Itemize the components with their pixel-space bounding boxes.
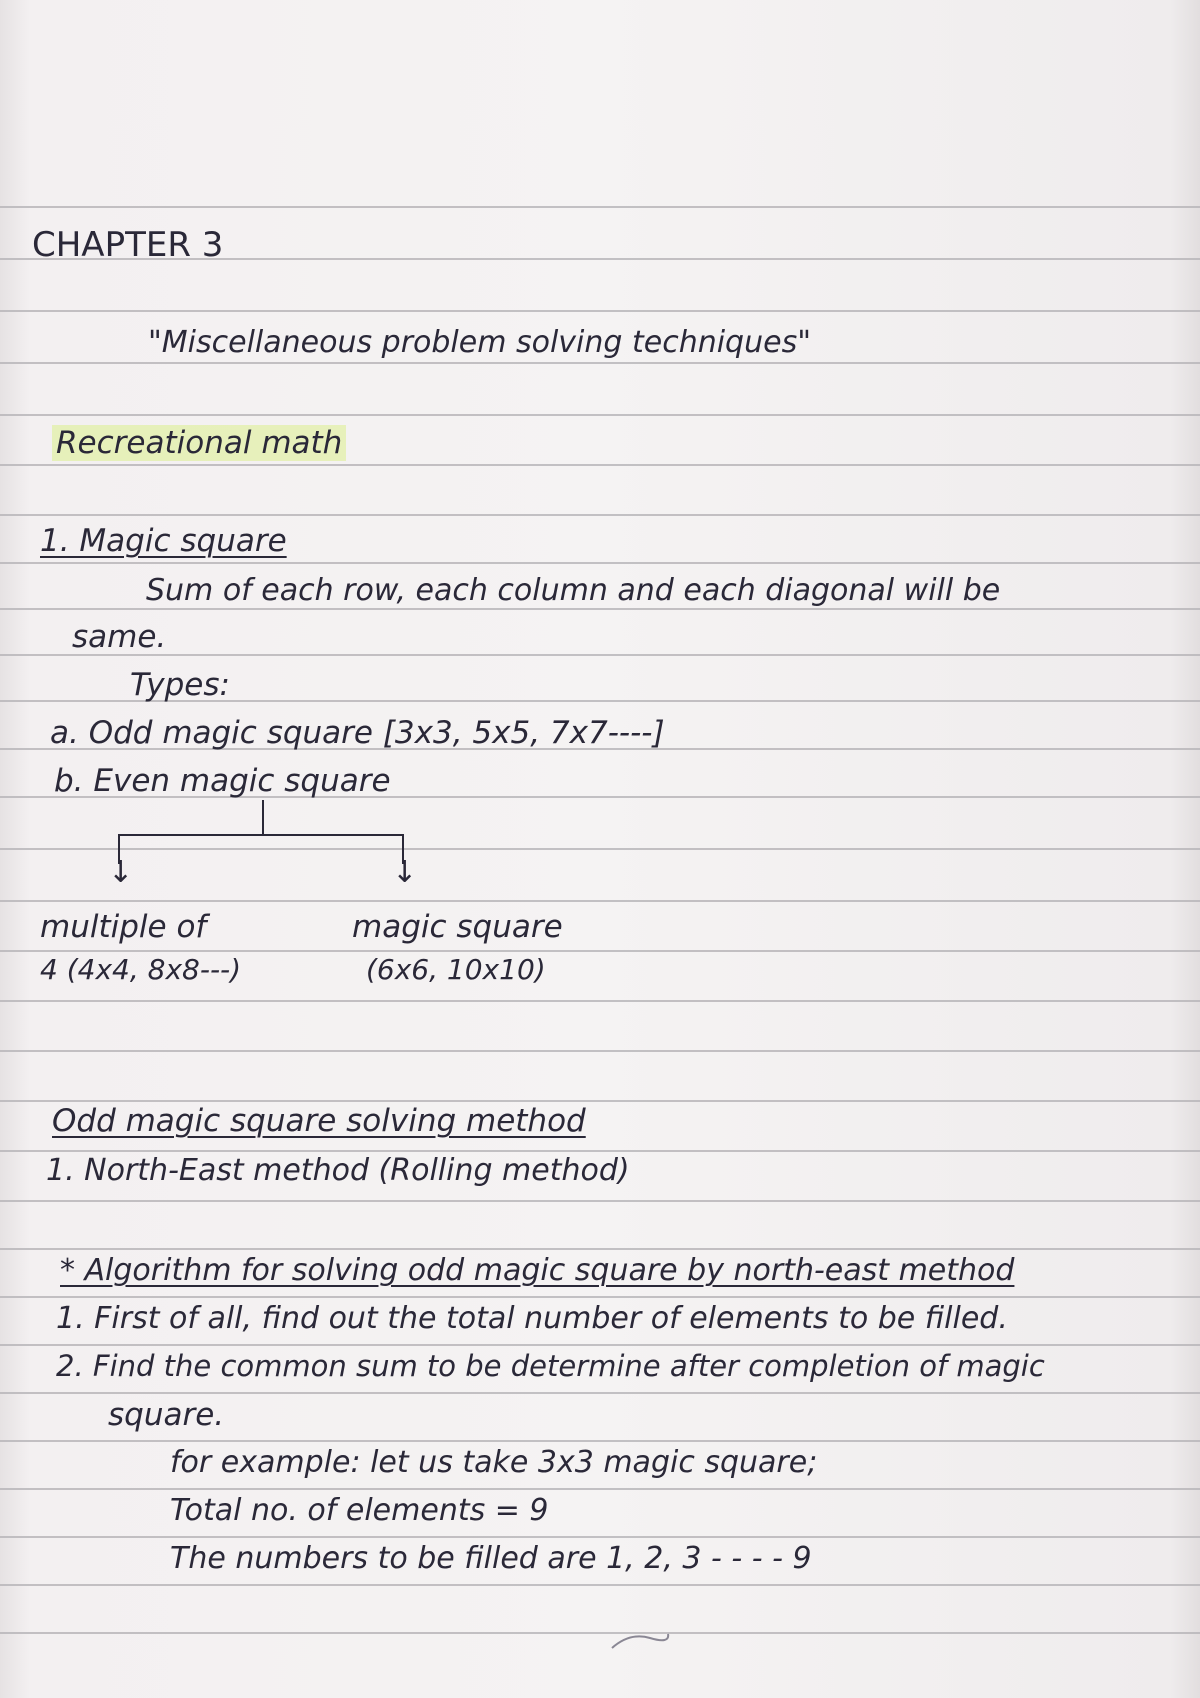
ruled-line: [0, 514, 1200, 516]
ruled-line: [0, 1392, 1200, 1394]
section-heading: [52, 425, 346, 461]
ruled-line: [0, 1440, 1200, 1442]
branch-left-detail: 4 (4x4, 8x8---): [40, 953, 242, 986]
ruled-line: [0, 1248, 1200, 1250]
ruled-line: [0, 1200, 1200, 1202]
ruled-line: [0, 654, 1200, 656]
ruled-line: [0, 1584, 1200, 1586]
definition-line: Sum of each row, each column and each diagonal will be: [146, 573, 1001, 608]
chapter-title: "Miscellaneous problem solving techniques": [148, 325, 812, 360]
ruled-line: [0, 1050, 1200, 1052]
ruled-line: [0, 1100, 1200, 1102]
ruled-line: [0, 1150, 1200, 1152]
ruled-line: [0, 362, 1200, 364]
ruled-line: [0, 1488, 1200, 1490]
example-line: for example: let us take 3x3 magic square;: [170, 1445, 818, 1480]
ruled-line: [0, 206, 1200, 208]
type-even: b. Even magic square: [54, 763, 391, 799]
method-heading: Odd magic square solving method: [52, 1103, 586, 1139]
algorithm-step: 2. Find the common sum to be determine after completion of magic: [56, 1349, 1045, 1383]
definition-line: same.: [72, 619, 167, 655]
ruled-line: [0, 1000, 1200, 1002]
ruled-line: [0, 608, 1200, 610]
ruled-line: [0, 950, 1200, 952]
ruled-line: [0, 464, 1200, 466]
branch-bar: [118, 834, 404, 836]
ruled-line: [0, 414, 1200, 416]
method-item: 1. North-East method (Rolling method): [46, 1153, 630, 1188]
section-heading-text: Recreational math: [52, 425, 346, 461]
ruled-line: [0, 310, 1200, 312]
ruled-line: [0, 900, 1200, 902]
example-line: Total no. of elements = 9: [170, 1493, 549, 1528]
algorithm-heading: * Algorithm for solving odd magic square by north-east method: [60, 1253, 1015, 1288]
branch-stem: [262, 800, 264, 834]
ruled-line: [0, 848, 1200, 850]
ruled-line: [0, 1536, 1200, 1538]
algorithm-step: 1. First of all, find out the total number of elements to be filled.: [56, 1301, 1008, 1336]
ruled-line: [0, 1632, 1200, 1634]
pen-stroke-mark: [610, 1628, 670, 1652]
types-heading: Types:: [130, 667, 230, 703]
arrow-down-icon: ↓: [108, 855, 134, 890]
branch-right-label: magic square: [352, 909, 563, 945]
ruled-line: [0, 562, 1200, 564]
ruled-line: [0, 1344, 1200, 1346]
arrow-down-icon: ↓: [392, 855, 418, 890]
ruled-line: [0, 1296, 1200, 1298]
algorithm-step-continued: square.: [108, 1397, 225, 1433]
topic-heading: 1. Magic square: [40, 523, 287, 559]
chapter-heading: CHAPTER 3: [32, 225, 224, 265]
branch-left-label: multiple of: [40, 909, 207, 945]
type-odd: a. Odd magic square [3x3, 5x5, 7x7----]: [50, 715, 665, 751]
example-line: The numbers to be filled are 1, 2, 3 - - - - 9: [170, 1541, 812, 1576]
branch-right-detail: (6x6, 10x10): [366, 953, 546, 986]
